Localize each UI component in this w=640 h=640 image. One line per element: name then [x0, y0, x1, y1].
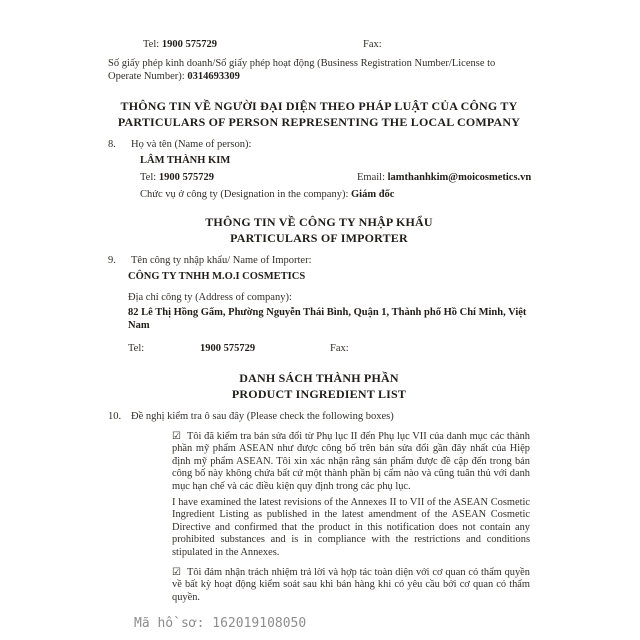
item-9-number: 9.	[108, 255, 116, 266]
importer-heading-vi: THÔNG TIN VỀ CÔNG TY NHẬP KHẨU	[205, 215, 433, 229]
dossier-label: Mã hồ sơ:	[134, 616, 205, 632]
designation-label: Chức vụ ở công ty (Designation in the company):	[140, 189, 349, 200]
importer-name-label: Tên công ty nhập khẩu/ Name of Importer:	[131, 255, 312, 266]
representative-heading-vi: THÔNG TIN VỀ NGƯỜI ĐẠI DIỆN THEO PHÁP LUẬT CỦA CÔNG TY	[120, 99, 518, 113]
ingredients-heading-vi: DANH SÁCH THÀNH PHẦN	[239, 371, 399, 385]
representative-heading-en: PARTICULARS OF PERSON REPRESENTING THE LOCAL COMPANY	[117, 114, 521, 129]
email-label: Email:	[357, 172, 385, 183]
license-number: 0314693309	[187, 71, 240, 82]
license-line	[108, 57, 530, 83]
designation-line	[108, 188, 530, 201]
fax-label: Fax:	[363, 39, 382, 50]
dossier-value: 162019108050	[212, 616, 307, 632]
declaration-1-vi-text: Tôi đã kiểm tra bản sửa đổi từ Phụ lục II đến Phụ lục VII của danh mục các thành phần mỹ phẩm ASEAN như được công bố trên bản sửa đổi gần đây nhất của Hiệp định mỹ phẩm ASEAN. Tôi xin xác nhận rằng sản phẩm được đề cập đến trong bản công bố này không chứa bất cứ một thành phần bị cấm nào và cũng tuân thủ với danh mục hạn chế và các điều kiện quy định trong các phụ lục.	[172, 431, 530, 492]
importer-heading	[108, 215, 530, 246]
declaration-2-vi-text: Tôi đảm nhận trách nhiệm trả lời và hợp tác toàn diện với cơ quan có thẩm quyền về bất kỳ hoạt động kiểm soát sau khi bán hàng khi có yêu cầu bởi cơ quan có thẩm quyền.	[172, 567, 530, 603]
declaration-1-vi	[172, 431, 530, 493]
item-8-number: 8.	[108, 139, 116, 150]
ingredients-heading	[108, 371, 530, 402]
item-8-row	[108, 138, 530, 151]
representative-tel	[140, 172, 214, 183]
license-label: Số giấy phép kinh doanh/Số giấy phép hoạt động (Business Registration Number/License to Operate Number):	[108, 58, 496, 82]
person-name-label: Họ và tên (Name of person):	[131, 139, 252, 150]
tel-label: Tel:	[128, 343, 145, 354]
fax-label: Fax:	[330, 343, 349, 354]
checkbox-checked-icon: ☑	[172, 567, 181, 579]
declaration-1-en	[172, 497, 530, 559]
email-value: lamthanhkim@moicosmetics.vn	[387, 172, 532, 183]
tel-value: 1900 575729	[158, 172, 214, 183]
representative-email	[357, 171, 531, 184]
company-tel-fax-row	[108, 38, 530, 51]
company-tel	[108, 39, 217, 50]
tel-label: Tel:	[140, 172, 157, 183]
declaration-1-en-text: I have examined the latest revisions of the Annexes II to VII of the ASEAN Cosmetic Ingredient Listing as published in the latest amendment of the ASEAN Cosmetic Directive and confirmed that the product in this notification does not contain any prohibited substances and is in compliance with the restrictions and conditions stipulated in the Annexes.	[172, 497, 530, 558]
importer-name-value: CÔNG TY TNHH M.O.I COSMETICS	[128, 271, 306, 282]
representative-heading	[108, 99, 530, 130]
checkbox-checked-icon: ☑	[172, 431, 181, 442]
importer-tel-fax-row	[108, 342, 530, 355]
importer-heading-en: PARTICULARS OF IMPORTER	[230, 230, 408, 245]
tel-value: 1900 575729	[200, 343, 256, 354]
declaration-2-vi	[172, 567, 530, 604]
importer-address-label: Địa chỉ công ty (Address of company):	[128, 292, 292, 303]
tel-value: 1900 575729	[161, 39, 217, 50]
check-boxes-label: Đề nghị kiểm tra ô sau đây (Please check the following boxes)	[131, 411, 394, 422]
item-10-number: 10.	[108, 411, 122, 422]
ingredients-heading-en: PRODUCT INGREDIENT LIST	[231, 386, 407, 401]
importer-address-value: 82 Lê Thị Hồng Gấm, Phường Nguyễn Thái Bình, Quận 1, Thành phố Hồ Chí Minh, Việt Nam	[128, 307, 527, 331]
designation-value: Giám đốc	[351, 189, 395, 200]
dossier-code-line	[108, 616, 530, 631]
item-9-row	[108, 254, 530, 267]
representative-tel-email-row	[108, 171, 530, 184]
item-10-row	[108, 410, 530, 423]
tel-label: Tel:	[143, 39, 160, 50]
person-name-value: LÂM THÀNH KIM	[140, 155, 231, 166]
